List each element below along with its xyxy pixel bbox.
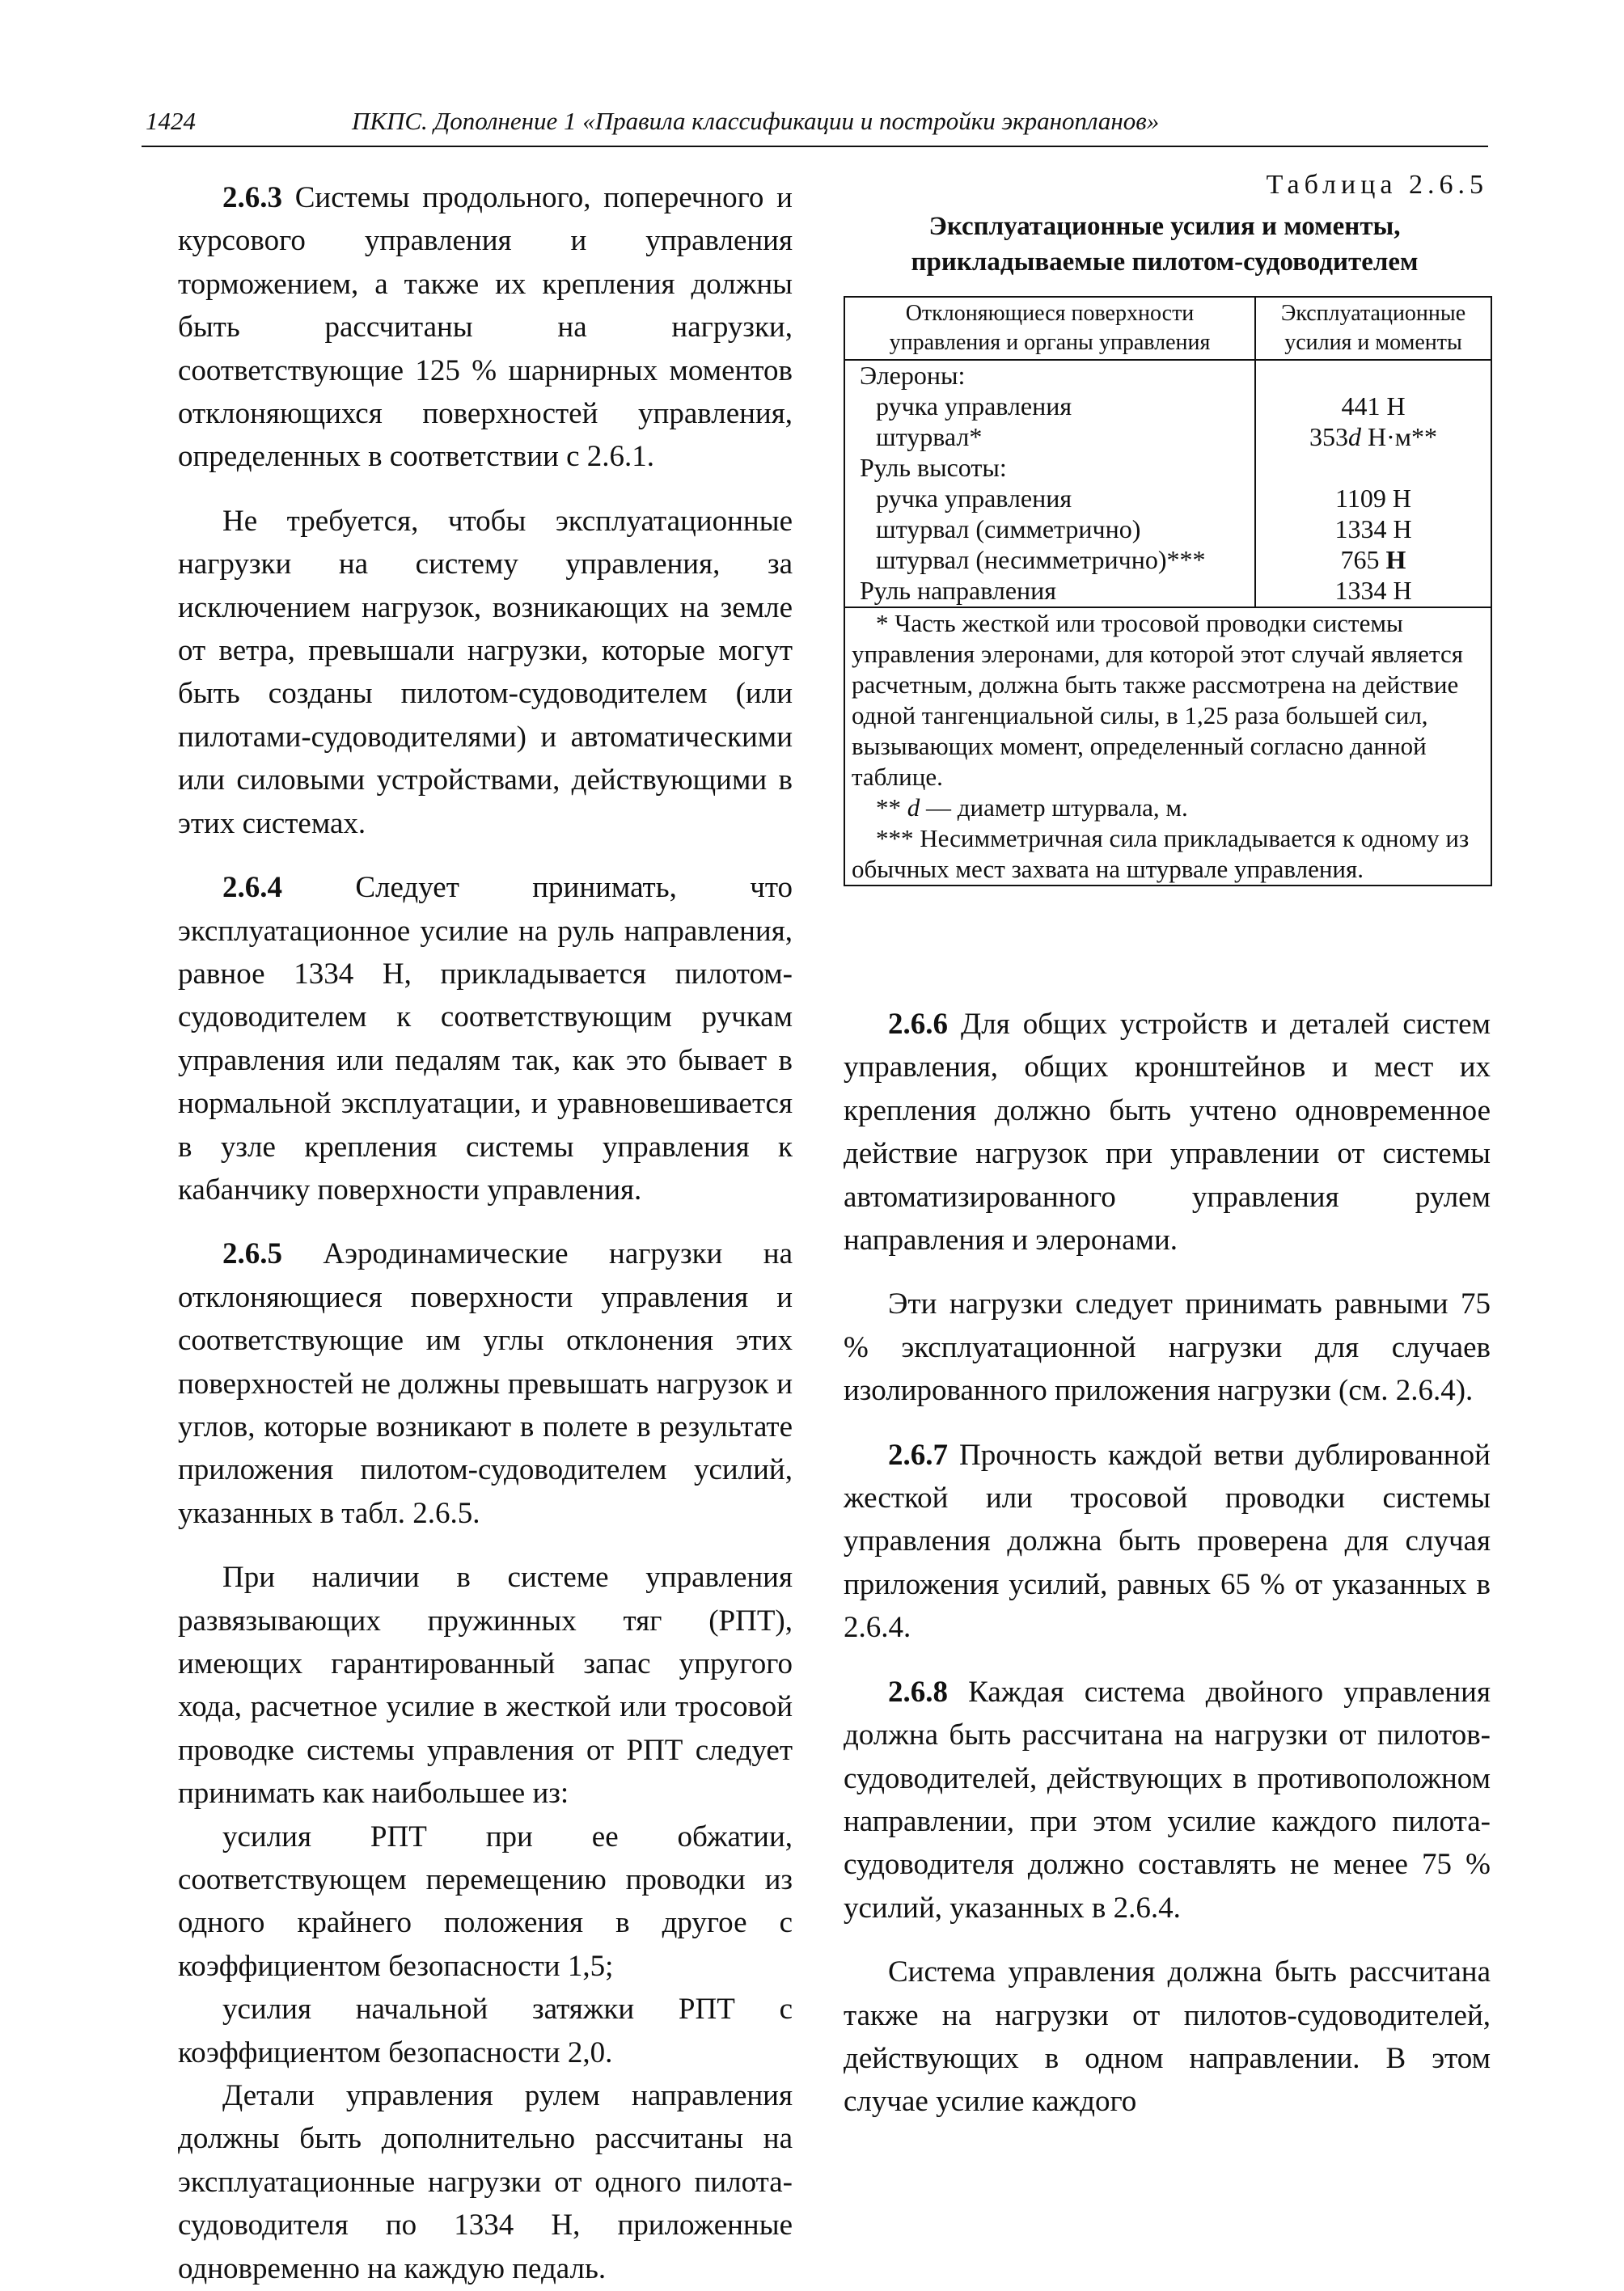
table-values-cell: [1255, 360, 1491, 607]
section-number: 2.6.6: [888, 1008, 948, 1041]
table-row-label: ручка управления: [876, 391, 1072, 421]
table-row-label: штурвал*: [876, 422, 983, 451]
table-row-value: 441 Н: [1341, 391, 1406, 421]
table-row-label: штурвал (несимметрично)***: [876, 545, 1206, 574]
left-column: [178, 176, 793, 2290]
section-number: 2.6.5: [222, 1237, 282, 1271]
running-title: ПКПС. Дополнение 1 «Правила классификации и постройки экранопланов»: [352, 107, 1160, 135]
paragraph-text: Аэродинамические нагрузки на отклоняющиеся поверхности управления и соответствующие им углы отклонения этих поверхностей не должны превышать нагрузок и углов, которые возникают в полете в результате приложения пилотом-судоводителем усилий, указанных в табл. 2.6.5.: [178, 1237, 793, 1530]
table-row-value: 1109 Н: [1335, 484, 1411, 513]
paragraph-text: Прочность каждой ветви дублированной жесткой или тросовой проводки системы управления должна быть проверена для случая приложения усилий, равных 65 % от указанных в 2.6.4.: [844, 1438, 1491, 1645]
paragraph-2-6-8: [844, 1671, 1491, 1930]
table-row-label: Руль направления: [860, 576, 1057, 605]
page-number: 1424: [146, 107, 196, 135]
section-number: 2.6.3: [222, 181, 282, 214]
right-column: [844, 1003, 1491, 2124]
table-number: Таблица 2.6.5: [1266, 170, 1488, 200]
table-row-value: 765 Н: [1340, 545, 1406, 574]
paragraph: усилия РПТ при ее обжатии, соответствующем перемещению проводки из одного крайнего положения в другое с коэффициентом безопасности 1,5;: [178, 1820, 793, 1983]
running-header: [142, 102, 1488, 147]
table-title: [841, 209, 1488, 280]
table-row-value: 1334 Н: [1334, 514, 1412, 543]
section-number: 2.6.8: [888, 1675, 948, 1709]
section-number: 2.6.7: [888, 1438, 948, 1472]
loads-table: [844, 296, 1492, 886]
table-row-label: штурвал (симметрично): [876, 514, 1141, 543]
table-notes-row: [844, 607, 1491, 886]
table-note: ** d — диаметр штурвала, м.: [876, 793, 1188, 822]
paragraph-2-6-3: [178, 176, 793, 479]
table-header-cell: Эксплуатационные усилия и моменты: [1255, 297, 1491, 360]
table-labels-cell: [844, 360, 1255, 607]
table-body-row: [844, 360, 1491, 607]
paragraph-text: Системы продольного, поперечного и курсового управления и управления торможением, а также их крепления должны быть рассчитаны на нагрузки, соответствующие 125 % шарнирных моментов отклоняющихся поверхностей управления, определенных в соответствии с 2.6.1.: [178, 181, 793, 474]
paragraph: Система управления должна быть рассчитана также на нагрузки от пилотов-судоводителей, действующих в одном направлении. В этом случае усилие каждого: [844, 1955, 1491, 2119]
table-caption: [841, 170, 1488, 280]
table-row-label: Элероны:: [860, 361, 966, 390]
paragraph: Детали управления рулем направления должны быть дополнительно рассчитаны на эксплуатационные нагрузки от одного пилота-судоводителя по 1334 Н, приложенные одновременно на каждую педаль.: [178, 2079, 793, 2285]
table-row-label: Руль высоты:: [860, 453, 1007, 482]
table-row-value: [1262, 453, 1484, 484]
paragraph: усилия начальной затяжки РПТ с коэффициентом безопасности 2,0.: [178, 1993, 793, 2069]
table-row-label: ручка управления: [876, 484, 1072, 513]
paragraph: Эти нагрузки следует принимать равными 75 % эксплуатационной нагрузки для случаев изолированного приложения нагрузки (см. 2.6.4).: [844, 1287, 1491, 1408]
paragraph-text: Для общих устройств и деталей систем управления, общих кронштейнов и мест их крепления должно быть учтено одновременное действие нагрузок при управлении от системы автоматизированного управления рулем направления и элеронами.: [844, 1008, 1491, 1258]
paragraph-2-6-7: [844, 1434, 1491, 1650]
table-header-cell: Отклоняющиеся поверхности управления и органы управления: [844, 297, 1255, 360]
paragraph-text: Каждая система двойного управления должна быть рассчитана на нагрузки от пилотов-судоводителей, действующих в противоположном направлении, при этом усилие каждого пилота-судоводителя должно составлять не менее 75 % усилий, указанных в 2.6.4.: [844, 1675, 1491, 1925]
paragraph: Не требуется, чтобы эксплуатационные нагрузки на систему управления, за исключением нагрузок, возникающих на земле от ветра, превышали нагрузки, которые могут быть созданы пилотом-судоводителем (или пилотами-судоводителями) и автоматическими или силовыми устройствами, действующими в этих системах.: [178, 504, 793, 840]
paragraph-text: Следует принимать, что эксплуатационное усилие на руль направления, равное 1334 Н, прикладывается пилотом-судоводителем к соответствующим ручкам управления или педалям так, как это бывает в нормальной эксплуатации, и уравновешивается в узле крепления системы управления к кабанчику поверхности управления.: [178, 871, 793, 1207]
paragraph-2-6-5: [178, 1232, 793, 1535]
table-row-value: 1334 Н: [1334, 576, 1412, 605]
paragraph-2-6-6: [844, 1003, 1491, 1262]
table-note: * Часть жесткой или тросовой проводки системы управления элеронами, для которой этот случай является расчетным, должна быть также рассмотрена на действие одной тангенциальной силы, в 1,25 раза большей сил, вызывающих момент, определенный согласно данной таблице.: [852, 609, 1464, 791]
table-row-value: [1262, 361, 1484, 391]
table-note: *** Несимметричная сила прикладывается к одному из обычных мест захвата на штурвале управления.: [852, 824, 1470, 883]
paragraph-2-6-4: [178, 866, 793, 1211]
table-title-line: прикладываемые пилотом-судоводителем: [911, 247, 1419, 277]
section-number: 2.6.4: [222, 871, 282, 905]
table-title-line: Эксплуатационные усилия и моменты,: [928, 212, 1401, 241]
table-notes: [844, 607, 1491, 886]
paragraph: При наличии в системе управления развязывающих пружинных тяг (РПТ), имеющих гарантированный запас упругого хода, расчетное усилие в жесткой или тросовой проводке системы управления от РПТ следует принимать как наибольшее из:: [178, 1561, 793, 1811]
table-row-value: 353d Н·м**: [1309, 422, 1437, 451]
